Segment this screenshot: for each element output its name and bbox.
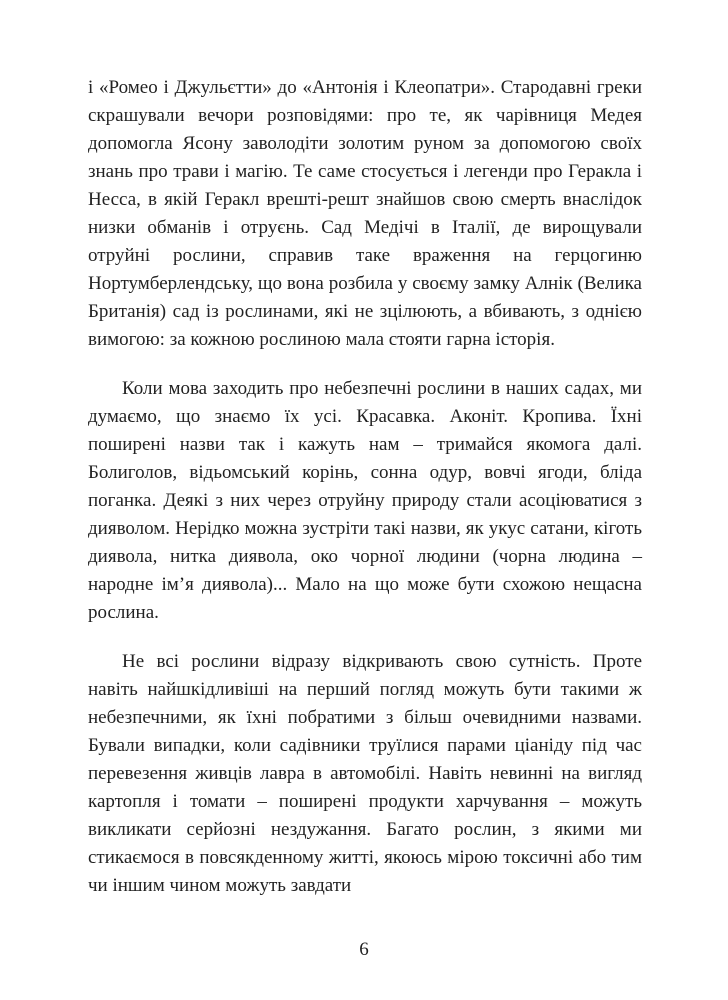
paragraph-3: Не всі рослини відразу відкривають свою сутність. Проте навіть найшкідливіші на перший погляд можуть бути такими ж небезпечними, як їхні побратими з більш очевидними назвами. Бували випадки, коли садівники труїлися парами ціаніду під час перевезення живців лавра в автомобілі. Навіть невинні на вигляд картопля і томати – поширені продукти харчування – можуть викликати серйозні нездужання. Багато рослин, з якими ми стикаємося в повсякденному житті, якоюсь мірою токсичні або тим чи іншим чином можуть завдати [88,651,642,896]
page-number: 6 [359,939,369,960]
paragraph-2: Коли мова заходить про небезпечні рослини в наших садах, ми думаємо, що знаємо їх усі. Красавка. Аконіт. Кропива. Їхні поширені назви так і кажуть нам – тримайся якомога далі. Болиголов, відьомський корінь, сонна одур, вовчі ягоди, бліда поганка. Деякі з них через отруйну природу стали асоціюватися з дияволом. Нерідко можна зустріти такі назви, як укус сатани, кіготь диявола, нитка диявола, око чорної людини (чорна людина – народне ім’я диявола)... Мало на що може бути схожою нещасна рослина. [88,378,642,623]
body-text [88,74,642,900]
paragraph-1: і «Ромео і Джульєтти» до «Антонія і Клеопатри». Стародавні греки скрашували вечори розповідями: про те, як чарівниця Медея допомогла Ясону заволодіти золотим руном за допомогою своїх знань про трави і магію. Те саме стосується і легенди про Геракла і Несса, в якій Геракл врешті-решт знайшов свою смерть внаслідок низки обманів і отруєнь. Сад Медічі в Італії, де вирощували отруйні рослини, справив таке враження на герцогиню Нортумберлендську, що вона розбила у своєму замку Алнік (Велика Британія) сад із рослинами, які не зцілюють, а вбивають, з однією вимогою: за кожною рослиною мала стояти гарна історія. [88,77,642,350]
